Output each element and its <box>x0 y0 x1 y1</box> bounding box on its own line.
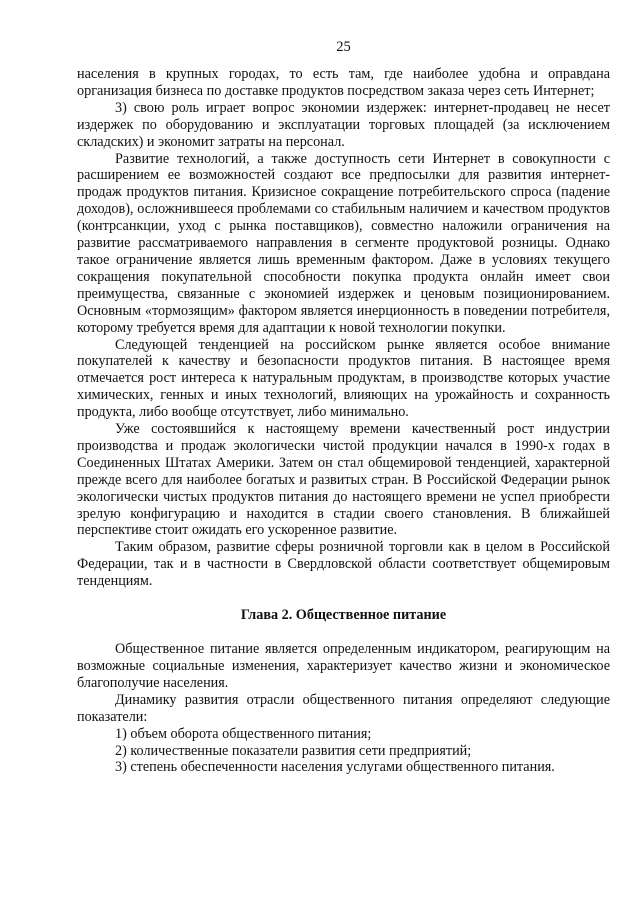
text-body-after <box>77 641 610 776</box>
paragraph: Уже состоявшийся к настоящему времени качественный рост индустрии производства и продаж экологически чистой продукции начался в 1990-х годах в Соединенных Штатах Америки. Затем он стал общемировой тенденцией, характерной прежде всего для наиболее богатых и развитых стран. В Российской Федерации рынок экологически чистых продуктов питания до настоящего времени не успел приобрести зрелую конфигурацию и находится в стадии своего становления. В ближайшей перспективе стоит ожидать его ускоренное развитие. <box>77 421 610 539</box>
paragraph: Развитие технологий, а также доступность сети Интернет в совокупности с расширением ее возможностей создают все предпосылки для развития интернет-продаж продуктов питания. Кризисное сокращение потребительского спроса (падение доходов), осложнившееся проблемами со стабильным наличием и качеством продуктов (контрсанкции, уход с рынка поставщиков), совместно наложили ограничения на развитие рассматриваемого направления в сегменте продуктовой розницы. Однако такое ограничение является лишь временным фактором. Даже в условиях текущего сокращения покупательной способности покупка продукта онлайн имеет свои преимущества, связанные с экономией издержек и ценовым позиционированием. Основным «тормозящим» фактором является инерционность в поведении потребителя, которому требуется время для адаптации к новой технологии покупки. <box>77 150 610 336</box>
paragraph: 3) свою роль играет вопрос экономии издержек: интернет-продавец не несет издержек по оборудованию и эксплуатации торговых площадей (за исключением складских) и экономит затраты на персонал. <box>77 99 610 150</box>
paragraph: населения в крупных городах, то есть там, где наиболее удобна и оправдана организация бизнеса по доставке продуктов посредством заказа через сеть Интернет; <box>77 66 610 99</box>
text-body-before <box>77 66 610 590</box>
paragraph: Таким образом, развитие сферы розничной торговли как в целом в Российской Федерации, так и в частности в Свердловской области соответствует общемировым тенденциям. <box>77 539 610 590</box>
list-item: 2) количественные показатели развития сети предприятий; <box>115 742 472 759</box>
list-item: 1) объем оборота общественного питания; <box>115 725 372 742</box>
chapter-heading: Глава 2. Общественное питание <box>240 607 447 624</box>
list-item: 3) степень обеспеченности населения услугами общественного питания. <box>115 759 555 776</box>
document-page <box>77 38 610 776</box>
paragraph: Следующей тенденцией на российском рынке является особое внимание покупателей к качеству и безопасности продуктов питания. В настоящее время отмечается рост интереса к натуральным продуктам, в производстве которых участие химических, генных и иных технологий, влияющих на урожайность и сохранность продукта, либо вообще отсутствует, либо минимально. <box>77 336 610 421</box>
page-number: 25 <box>336 39 351 55</box>
paragraph: Общественное питание является определенным индикатором, реагирующим на возможные социальные изменения, характеризует качество жизни и экономическое благополучие населения. <box>77 641 610 691</box>
paragraph: Динамику развития отрасли общественного питания определяют следующие показатели: <box>77 691 610 725</box>
